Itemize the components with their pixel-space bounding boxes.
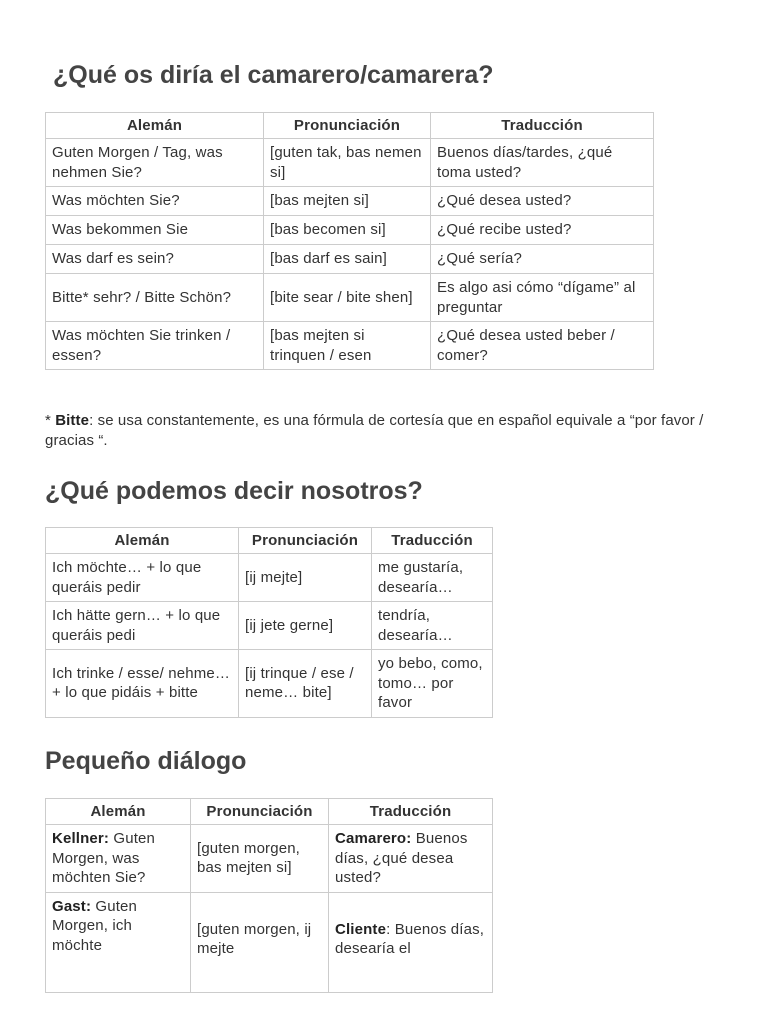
cell-pronunciacion: [guten morgen, ij mejte xyxy=(191,892,329,992)
header-pronunciacion: Pronunciación xyxy=(264,113,431,139)
cell-aleman: Ich hätte gern… + lo que queráis pedi xyxy=(46,602,239,650)
table-row xyxy=(46,825,493,893)
header-pronunciacion: Pronunciación xyxy=(239,528,372,554)
footnote-term: Bitte xyxy=(55,412,90,429)
cell-pronunciacion: [bas mejten si trinquen / esen xyxy=(264,322,431,370)
header-traduccion: Traducción xyxy=(372,528,493,554)
cell-pronunciacion: [bas mejten si] xyxy=(264,187,431,216)
cell-aleman: Ich trinke / esse/ nehme… + lo que pidáis + bitte xyxy=(46,650,239,718)
header-aleman: Alemán xyxy=(46,528,239,554)
section-title-dialogue: Pequeño diálogo xyxy=(45,747,247,775)
header-pronunciacion: Pronunciación xyxy=(191,799,329,825)
cell-traduccion: me gustaría, desearía… xyxy=(372,554,493,602)
table-row xyxy=(46,139,654,187)
table-header-row xyxy=(46,799,493,825)
customer-phrases-table xyxy=(45,527,493,718)
table-header-row xyxy=(46,113,654,139)
dialogue-text-es: : Buenos días, desearía el xyxy=(335,920,485,957)
cell-traduccion: tendría, desearía… xyxy=(372,602,493,650)
cell-aleman: Guten Morgen / Tag, was nehmen Sie? xyxy=(46,139,264,187)
cell-traduccion: Es algo asi cómo “dígame” al preguntar xyxy=(431,274,654,322)
header-aleman: Alemán xyxy=(46,113,264,139)
cell-pronunciacion: [ij jete gerne] xyxy=(239,602,372,650)
cell-aleman: Bitte* sehr? / Bitte Schön? xyxy=(46,274,264,322)
table-row xyxy=(46,554,493,602)
speaker-kellner: Kellner: xyxy=(52,830,110,847)
cell-pronunciacion: [guten tak, bas nemen si] xyxy=(264,139,431,187)
cell-aleman: Was möchten Sie trinken / essen? xyxy=(46,322,264,370)
cell-traduccion: ¿Qué desea usted beber / comer? xyxy=(431,322,654,370)
cell-pronunciacion: [bite sear / bite shen] xyxy=(264,274,431,322)
footnote-text: : se usa constantemente, es una fórmula de cortesía que en español equivale a “por favor / gracias “. xyxy=(45,412,704,449)
cell-traduccion xyxy=(329,825,493,893)
bitte-footnote xyxy=(45,411,725,451)
dialogue-text-es: Buenos días, ¿qué desea usted? xyxy=(335,830,468,886)
dialogue-table xyxy=(45,798,493,993)
table-row xyxy=(46,602,493,650)
cell-aleman: Ich möchte… + lo que queráis pedir xyxy=(46,554,239,602)
cell-aleman: Was darf es sein? xyxy=(46,245,264,274)
cell-traduccion: ¿Qué sería? xyxy=(431,245,654,274)
cell-traduccion: ¿Qué recibe usted? xyxy=(431,216,654,245)
speaker-camarero: Camarero: xyxy=(335,830,412,847)
speaker-gast: Gast: xyxy=(52,897,92,915)
section-title-customer: ¿Qué podemos decir nosotros? xyxy=(45,477,423,505)
footnote-marker: * xyxy=(45,412,56,429)
header-traduccion: Traducción xyxy=(431,113,654,139)
cell-traduccion: yo bebo, como, tomo… por favor xyxy=(372,650,493,718)
cell-pronunciacion: [bas darf es sain] xyxy=(264,245,431,274)
table-row xyxy=(46,216,654,245)
cell-pronunciacion: [guten morgen, bas mejten si] xyxy=(191,825,329,893)
table-row xyxy=(46,274,654,322)
cell-aleman xyxy=(46,892,191,992)
cell-traduccion: ¿Qué desea usted? xyxy=(431,187,654,216)
section-title-waiter: ¿Qué os diría el camarero/camarera? xyxy=(53,61,494,89)
table-row xyxy=(46,322,654,370)
cell-aleman: Was möchten Sie? xyxy=(46,187,264,216)
cell-traduccion xyxy=(329,892,493,992)
header-traduccion: Traducción xyxy=(329,799,493,825)
cell-aleman xyxy=(46,825,191,893)
dialogue-text-de: Guten Morgen, ich möchte xyxy=(52,897,138,954)
cell-aleman: Was bekommen Sie xyxy=(46,216,264,245)
header-aleman: Alemán xyxy=(46,799,191,825)
table-row xyxy=(46,245,654,274)
table-row xyxy=(46,650,493,718)
speaker-cliente: Cliente xyxy=(335,920,387,938)
cell-pronunciacion: [bas becomen si] xyxy=(264,216,431,245)
cell-traduccion: Buenos días/tardes, ¿qué toma usted? xyxy=(431,139,654,187)
cell-pronunciacion: [ij trinque / ese / neme… bite] xyxy=(239,650,372,718)
waiter-phrases-table xyxy=(45,112,654,370)
dialogue-text-de: Guten Morgen, was möchten Sie? xyxy=(52,830,155,886)
table-row xyxy=(46,892,493,992)
table-header-row xyxy=(46,528,493,554)
table-row xyxy=(46,187,654,216)
cell-pronunciacion: [ij mejte] xyxy=(239,554,372,602)
